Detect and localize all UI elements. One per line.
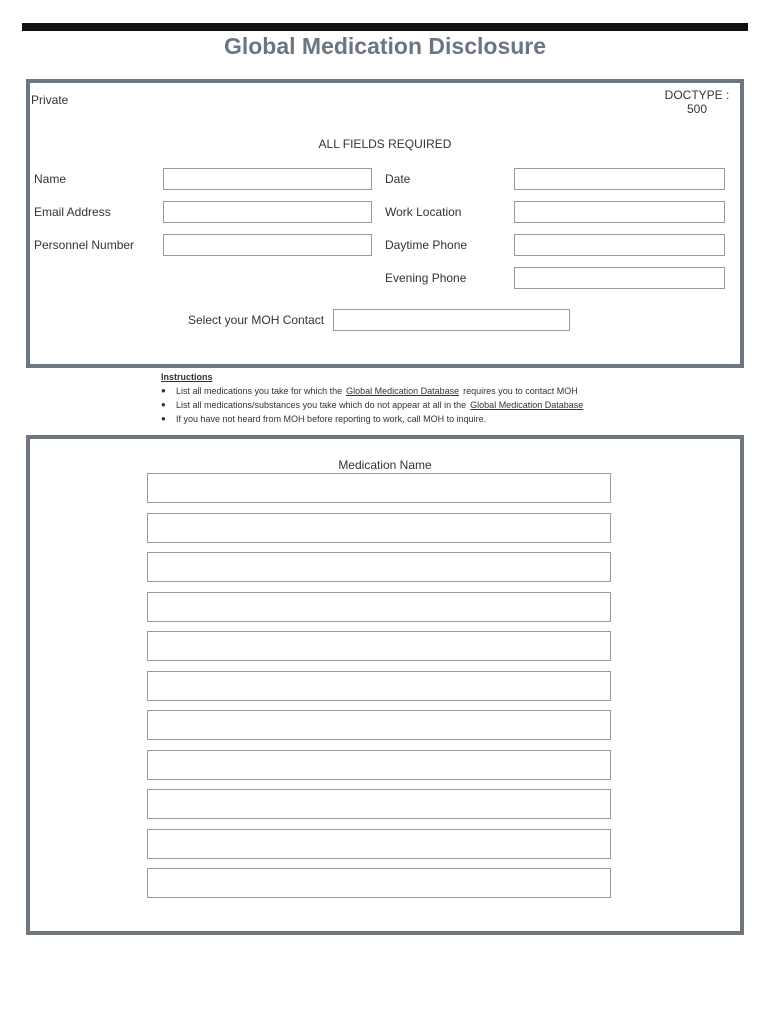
moh-contact-label: Select your MOH Contact — [188, 313, 325, 327]
evening-phone-field[interactable] — [514, 267, 725, 289]
database-link[interactable]: Global Medication Database — [346, 386, 460, 396]
medication-name-heading: Medication Name — [338, 458, 432, 472]
medication-name-field[interactable] — [147, 671, 611, 701]
instructions-block — [161, 372, 587, 426]
required-note: ALL FIELDS REQUIRED — [318, 137, 452, 151]
database-link[interactable]: Global Medication Database — [470, 400, 584, 410]
top-rule — [22, 23, 748, 31]
work-location-label: Work Location — [385, 205, 462, 219]
medication-name-field[interactable] — [147, 631, 611, 661]
instruction-text: List all medications/substances you take which do not appear at all in the — [176, 400, 467, 410]
personal-info-panel — [26, 79, 744, 368]
personnel-number-label: Personnel Number — [34, 238, 135, 252]
email-field[interactable] — [163, 201, 372, 223]
evening-phone-label: Evening Phone — [385, 271, 467, 285]
instructions-heading: Instructions — [161, 372, 213, 382]
name-label: Name — [34, 172, 67, 186]
medication-name-field[interactable] — [147, 710, 611, 740]
medication-name-field[interactable] — [147, 750, 611, 780]
date-label: Date — [385, 172, 411, 186]
doctype-line1: DOCTYPE : — [664, 88, 730, 102]
daytime-phone-label: Daytime Phone — [385, 238, 468, 252]
medication-name-field[interactable] — [147, 552, 611, 582]
daytime-phone-field[interactable] — [514, 234, 725, 256]
privacy-label: Private — [31, 93, 69, 107]
date-field[interactable] — [514, 168, 725, 190]
instruction-item — [176, 384, 587, 398]
doctype-label — [660, 88, 734, 116]
medication-name-field[interactable] — [147, 473, 611, 503]
medication-name-field[interactable] — [147, 829, 611, 859]
moh-contact-field[interactable] — [333, 309, 570, 331]
medication-name-field[interactable] — [147, 592, 611, 622]
instruction-text: If you have not heard from MOH before reporting to work, call MOH to inquire. — [176, 414, 487, 424]
work-location-field[interactable] — [514, 201, 725, 223]
personnel-number-field[interactable] — [163, 234, 372, 256]
instruction-text: requires you to contact MOH — [463, 386, 578, 396]
instructions-list — [161, 384, 587, 426]
medication-name-field[interactable] — [147, 789, 611, 819]
medication-name-field[interactable] — [147, 513, 611, 543]
instruction-item — [176, 412, 587, 426]
email-label: Email Address — [34, 205, 111, 219]
doctype-line2: 500 — [686, 102, 708, 116]
instruction-item — [176, 398, 587, 412]
page-title: Global Medication Disclosure — [223, 33, 547, 59]
name-field[interactable] — [163, 168, 372, 190]
instruction-text: List all medications you take for which the — [176, 386, 343, 396]
medication-name-field[interactable] — [147, 868, 611, 898]
medications-panel — [26, 435, 744, 935]
